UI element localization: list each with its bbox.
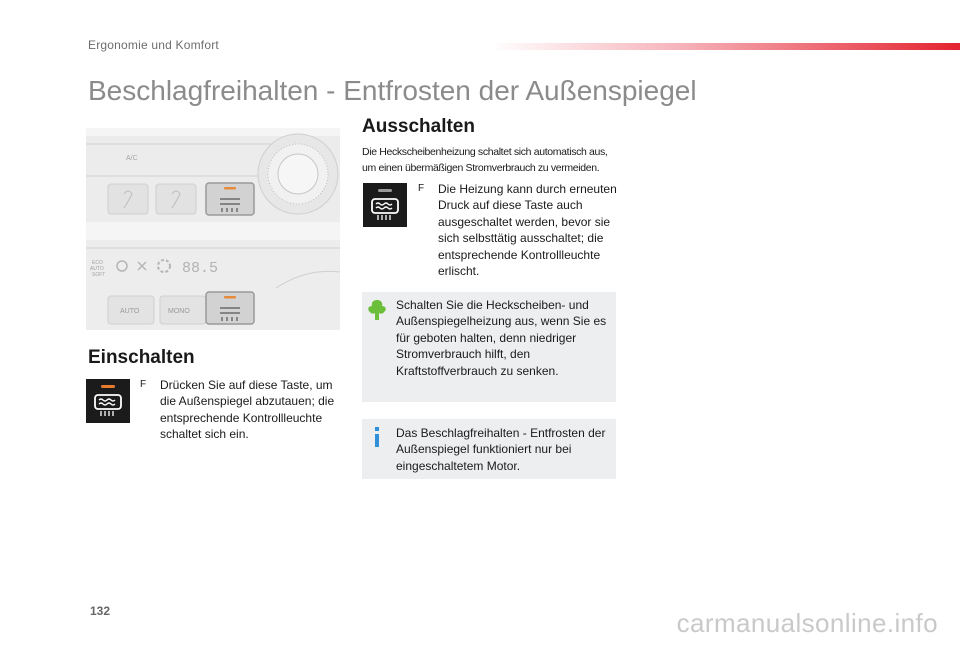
defrost-button-on-icon <box>86 379 130 423</box>
intro-line-1: Die Heckscheibenheizung schaltet sich automatisch aus, <box>362 146 608 158</box>
step-marker: F <box>140 379 147 390</box>
display-label: 88.5 <box>182 260 219 277</box>
page-title: Beschlagfreihalten - Entfrosten der Außenspiegel <box>88 75 697 106</box>
step-marker: F <box>418 183 425 194</box>
defrost-button-off-icon <box>363 183 407 227</box>
eco-note-text: Schalten Sie die Heckscheiben- und Außenspiegelheizung aus, wenn Sie es für geboten halten, denn niedriger Stromverbrauch hilft, den Kraftstoffverbrauch zu senken. <box>396 298 607 378</box>
info-icon <box>372 426 382 448</box>
auto-soft-label-1: AUTO <box>90 266 104 272</box>
climate-panel-drawing <box>86 128 340 330</box>
eco-label: ECO <box>92 260 103 266</box>
einschalten-text: Drücken Sie auf diese Taste, um die Außenspiegel abzutauen; die entsprechende Kontrollleuchte schaltet sich ein. <box>160 378 335 442</box>
section-label: Ergonomie und Komfort <box>88 38 219 52</box>
tree-icon <box>366 298 388 322</box>
ausschalten-intro <box>362 144 624 176</box>
info-note-text: Das Beschlagfreihalten - Entfrosten der Außenspiegel funktioniert nur bei eingeschaltetem Motor. <box>396 426 606 473</box>
auto-label: AUTO <box>120 308 140 315</box>
header-accent-bar <box>490 43 960 50</box>
mono-label: MONO <box>168 308 190 315</box>
ac-label: A/C <box>126 155 138 162</box>
ausschalten-text: Die Heizung kann durch erneuten Druck auf diese Taste auch ausgeschaltet werden, bevor sie sich selbsttätig ausschaltet; die entsprechende Kontrollleuchte erlischt. <box>438 182 617 279</box>
page-number: 132 <box>90 604 111 618</box>
info-note-box <box>362 419 616 479</box>
eco-note-box <box>362 292 616 402</box>
heading-einschalten: Einschalten <box>88 347 195 368</box>
climate-panel-illustration <box>86 128 340 330</box>
ausschalten-step <box>418 181 618 279</box>
watermark: carmanualsonline.info <box>676 608 938 638</box>
heading-ausschalten: Ausschalten <box>362 116 475 137</box>
intro-line-2: um einen übermäßigen Stromverbrauch zu vermeiden. <box>362 162 600 174</box>
auto-soft-label-2: SOFT <box>92 272 106 278</box>
einschalten-step <box>140 377 342 443</box>
